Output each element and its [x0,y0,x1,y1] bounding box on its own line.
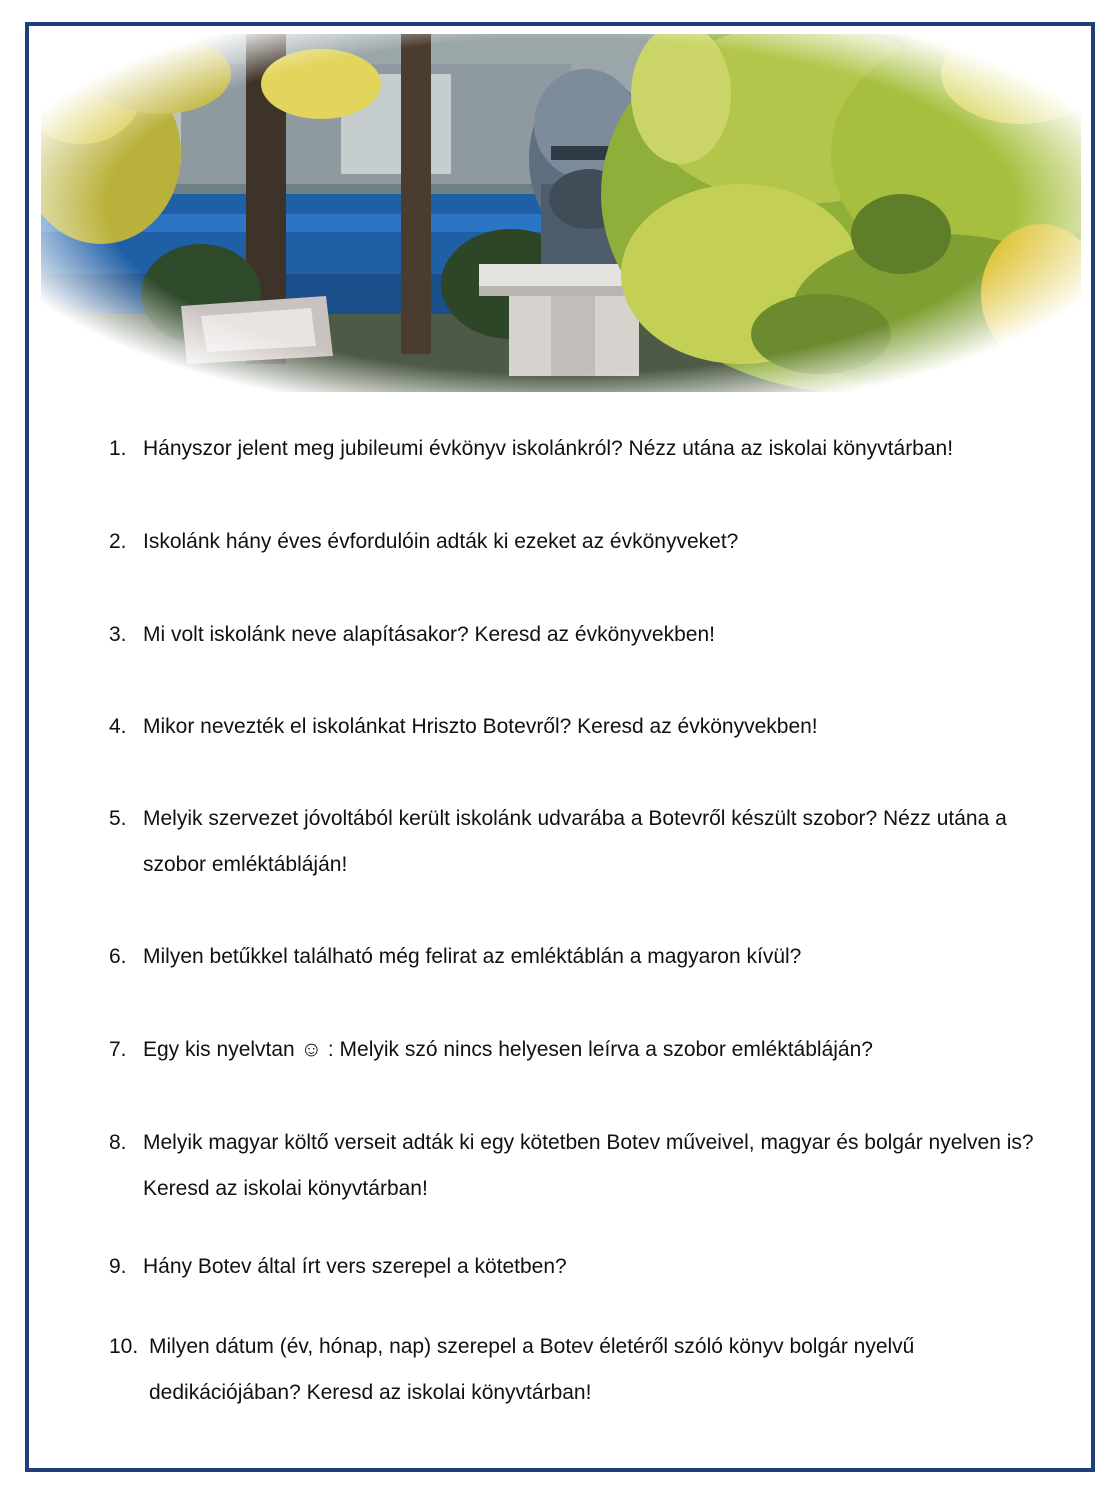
question-item [109,612,1069,658]
question-item [109,1120,1069,1212]
question-text: Hányszor jelent meg jubileumi évkönyv iskolánkról? Nézz utána az iskolai könyvtárban! [143,437,954,460]
question-text: Egy kis nyelvtan ☺ : Melyik szó nincs helyesen leírva a szobor emléktábláján? [143,1038,873,1061]
question-item [109,426,1069,472]
question-number: 9. [109,1255,127,1278]
question-text: Milyen betűkkel található még felirat az emléktáblán a magyaron kívül? [143,945,802,968]
page-frame [25,22,1095,1472]
question-number: 3. [109,623,127,646]
question-item [109,704,1069,750]
question-item [109,1027,1069,1073]
question-text: Melyik magyar költő verseit adták ki egy kötetben Botev műveivel, magyar és bolgár nyelven is? Keresd az iskolai könyvtárban! [143,1131,1034,1200]
question-item [109,934,1069,980]
header-photo [41,34,1081,392]
question-text: Iskolánk hány éves évfordulóin adták ki ezeket az évkönyveket? [143,530,739,553]
question-text: Melyik szervezet jóvoltából került iskolánk udvarába a Botevről készült szobor? Nézz utána a szobor emléktábláján! [143,807,1007,876]
question-number: 4. [109,715,127,738]
question-text: Hány Botev által írt vers szerepel a kötetben? [143,1255,567,1278]
question-number: 5. [109,807,127,830]
question-item [109,796,1069,888]
question-number: 7. [109,1038,127,1061]
question-text: Mi volt iskolánk neve alapításakor? Keresd az évkönyvekben! [143,623,715,646]
question-number: 6. [109,945,127,968]
statue-photo-illustration [41,34,1081,392]
question-item [109,1244,1069,1290]
question-number: 2. [109,530,127,553]
question-number: 8. [109,1131,127,1154]
question-text: Mikor nevezték el iskolánkat Hriszto Botevről? Keresd az évkönyvekben! [143,715,818,738]
question-text: Milyen dátum (év, hónap, nap) szerepel a Botev életéről szóló könyv bolgár nyelvű dedikációjában? Keresd az iskolai könyvtárban! [149,1335,915,1404]
question-number: 10. [109,1335,139,1358]
question-number: 1. [109,437,127,460]
question-item [109,519,1069,565]
question-item [109,1324,1069,1416]
